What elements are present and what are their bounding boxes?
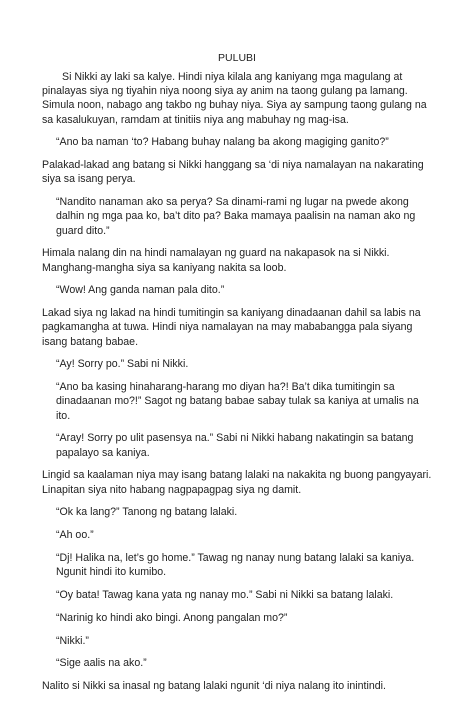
paragraph: Nalito si Nikki sa inasal ng batang lalaki ngunit ‘di niya nalang ito inintindi.: [42, 680, 386, 693]
paragraph: Lakad siya ng lakad na hindi tumitingin sa kaniyang dinadaanan dahil sa labis na pagkamangha at tuwa. Hindi niya namalayan na may mababangga pala siyang isang batang babae.: [42, 307, 421, 348]
dialogue-line: “Aray! Sorry po ulit pasensya na.” Sabi ni Nikki habang nakatingin sa batang papalayo sa kaniya.: [56, 432, 414, 459]
dialogue-line: “Ano ba naman ‘to? Habang buhay nalang ba akong magiging ganito?”: [56, 136, 389, 149]
dialogue-line: “Narinig ko hindi ako bingi. Anong pangalan mo?”: [56, 611, 288, 624]
dialogue-line: “Sige aalis na ako.”: [56, 657, 147, 670]
paragraph: Palakad-lakad ang batang si Nikki hanggang sa ‘di niya namalayan na nakarating siya sa isang perya.: [42, 159, 424, 186]
document-title: PULUBI: [218, 52, 256, 64]
dialogue-line: “Ano ba kasing hinaharang-harang mo diyan ha?! Ba’t dika tumitingin sa dinadaanan mo?!” Sagot ng batang babae sabay tulak sa kaniya at umalis na ito.: [56, 381, 419, 422]
dialogue-line: “Ah oo.”: [56, 529, 94, 542]
dialogue-line: “Wow! Ang ganda naman pala dito.”: [56, 284, 225, 297]
dialogue-line: “Ok ka lang?” Tanong ng batang lalaki.: [56, 506, 238, 519]
document-body: [42, 70, 434, 702]
dialogue-line: “Dj! Halika na, let’s go home.” Tawag ng nanay nung batang lalaki sa kaniya. Ngunit hindi ito kumibo.: [56, 552, 415, 579]
paragraph: Si Nikki ay laki sa kalye. Hindi niya kilala ang kaniyang mga magulang at pinalayas siya ng tiyahin niya noong siya ay anim na taong gulang pa lamang. Simula noon, nabago ang takbo ng buhay niya. Siya ay sampung taong gulang na sa kasalukuyan, ramdam at tinitiis niya ang mabuhay ng mag-isa.: [42, 71, 427, 126]
dialogue-line: “Nandito nanaman ako sa perya? Sa dinami-rami ng lugar na pwede akong dalhin ng mga paa ko, ba’t dito pa? Baka mamaya paalisin na naman ako ng guard dito.”: [56, 196, 416, 237]
dialogue-line: “Ay! Sorry po.” Sabi ni Nikki.: [56, 358, 189, 371]
dialogue-line: “Oy bata! Tawag kana yata ng nanay mo.” Sabi ni Nikki sa batang lalaki.: [56, 589, 394, 601]
paragraph: Lingid sa kaalaman niya may isang batang lalaki na nakakita ng buong pangyayari. Linapitan siya nito habang nagpapagpag siya ng damit.: [42, 469, 432, 496]
dialogue-line: “Nikki.”: [56, 634, 89, 647]
paragraph: Himala nalang din na hindi namalayan ng guard na nakapasok na si Nikki. Manghang-mangha siya sa kaniyang nakita sa loob.: [42, 247, 390, 274]
